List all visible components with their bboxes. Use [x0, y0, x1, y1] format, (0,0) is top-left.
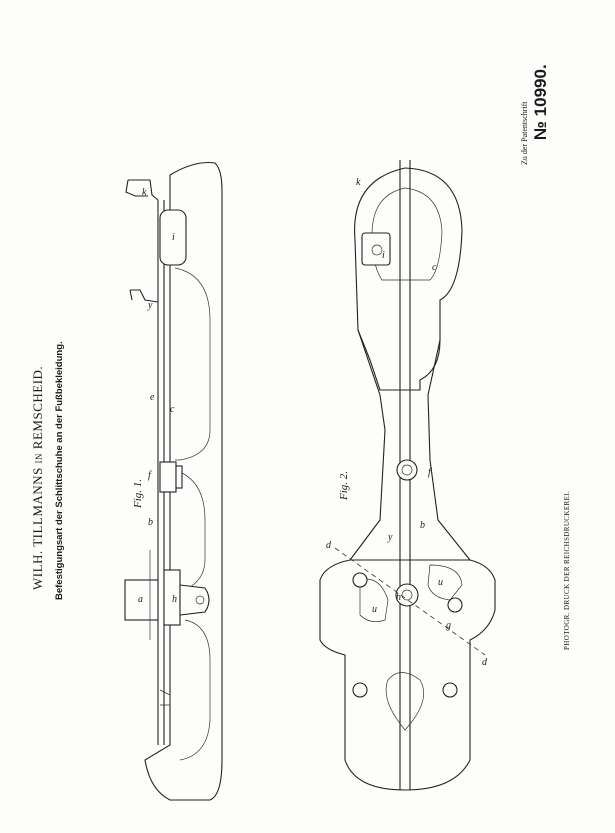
fig1-label-k: k [142, 187, 147, 198]
patent-reference-label: Zu der Patentschrift [520, 101, 529, 165]
fig2-label-d-top: d [326, 540, 331, 551]
fig2-heel-lug [362, 233, 390, 265]
fig1-label-f: f [148, 470, 151, 481]
author-city: REMSCHEID. [30, 365, 45, 450]
fig2-label-b: b [420, 520, 425, 531]
fig1-label-y: y [148, 300, 153, 311]
fig1-label-b: b [148, 517, 153, 528]
fig1-label-c: c [170, 404, 175, 415]
fig1-label-i: i [172, 232, 175, 243]
fig1-label-e: e [150, 392, 155, 403]
fig2-label-y: y [388, 532, 393, 543]
author-in: IN [34, 452, 44, 464]
fig2-toe-cutout-right [428, 565, 462, 600]
fig2-label-h: h [396, 592, 401, 603]
figure-2-drawing [320, 160, 495, 790]
fig2-label-g: g [446, 620, 451, 631]
fig2-heel-plate [355, 168, 462, 390]
fig2-label-c: c [432, 262, 437, 273]
figure-2-caption: Fig. 2. [338, 470, 350, 500]
fig1-blade-cutout-3 [180, 620, 210, 760]
patent-number: № 10990. [531, 64, 550, 140]
fig2-label-u-right: u [438, 577, 443, 588]
fig2-label-f: f [428, 467, 431, 478]
fig1-label-a: a [138, 594, 143, 605]
fig1-blade-cutout-1 [175, 268, 210, 460]
fig2-screw-left [353, 573, 367, 587]
figure-1-caption: Fig. 1. [132, 478, 144, 508]
fig1-toe-detail [160, 690, 170, 705]
figure-1-drawing [125, 163, 222, 801]
fig2-screw-right [448, 598, 462, 612]
printer-credit: PHOTOGR. DRUCK DER REICHSDRUCKEREI. [563, 490, 571, 650]
fig2-label-u-left: u [372, 604, 377, 615]
fig2-screw-lower-left [353, 683, 367, 697]
author-name: WILH. TILLMANNS [30, 467, 45, 590]
fig2-label-d-bottom: d [482, 657, 487, 668]
fig2-label-i: i [382, 250, 385, 261]
fig1-front-lug [180, 585, 209, 615]
fig2-center-nut [397, 460, 417, 480]
fig1-hook [130, 290, 158, 302]
fig2-label-k: k [356, 177, 361, 188]
fig1-label-h: h [172, 594, 177, 605]
fig1-center-nut [160, 462, 176, 492]
fig2-toe-heart-cutout [386, 673, 424, 731]
fig1-center-nut-cap [176, 466, 182, 488]
fig2-screw-lower-right [443, 683, 457, 697]
patent-title: Befestigungsart der Schlittschuhe an der Fußbekleidung. [54, 341, 65, 600]
